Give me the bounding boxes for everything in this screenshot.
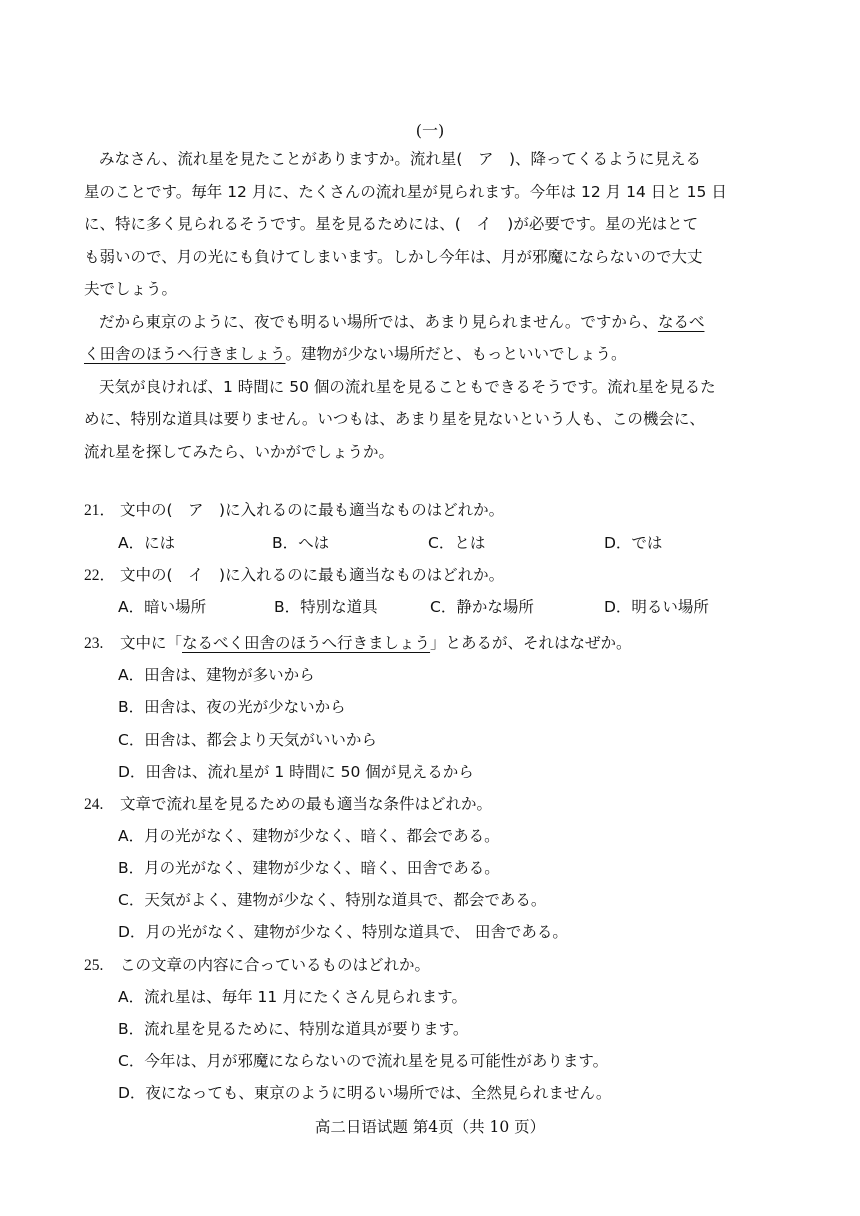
question-number: 25. [84,957,104,974]
page-footer: 高二日语试题 第4页（共 10 页） [314,1118,546,1136]
question-text: 文中の( イ )に入れるのに最も適当なものはどれか。 [120,566,505,584]
option-a[interactable]: A．暗い場所 [118,598,207,616]
option-c[interactable]: C．静かな場所 [430,598,534,616]
passage-line: 星のことです。毎年 12 月に、たくさんの流れ星が見られます。今年は 12 月 14 日と 15 日 [84,182,727,201]
passage-line: に、特に多く見られるそうです。星を見るためには、( イ )が必要です。星の光はとて [84,215,699,233]
option-a[interactable]: A．田舎は、建物が多いから [118,666,315,684]
underlined-phrase: なるべく田舎のほうへ行きましょう [182,634,431,652]
question-23 [84,631,632,655]
question-text: 文章で流れ星を見るための最も適当な条件はどれか。 [120,795,493,813]
question-text: 」とあるが、それはなぜか。 [430,634,632,652]
option-a[interactable]: A．には [118,534,176,552]
question-number: 22． [84,567,116,584]
question-number: 23. [84,635,104,652]
option-b[interactable]: B．月の光がなく、建物が少なく、暗く、田舎である。 [118,859,500,877]
question-text: 文中の( ア )に入れるのに最も適当なものはどれか。 [120,501,505,519]
option-d[interactable]: D．明るい場所 [604,598,709,616]
option-a[interactable]: A．月の光がなく、建物が少なく、暗く、都会である。 [118,827,500,845]
passage-line: 夫でしょう。 [84,280,178,298]
passage-line: みなさん、流れ星を見たことがありますか。流れ星( ア )、降ってくるように見える [99,150,702,168]
option-c[interactable]: C．天気がよく、建物が少なく、特別な道具で、都会である。 [118,891,547,909]
question-25 [84,953,430,977]
option-b[interactable]: B．田舎は、夜の光が少ないから [118,698,346,716]
question-number: 24. [84,796,104,813]
passage-text: 。建物が少ない場所だと、もっといいでしょう。 [285,345,627,363]
underlined-phrase: なるべ [657,312,705,331]
option-b[interactable]: B．特別な道具 [274,598,378,616]
option-b[interactable]: B．へは [272,534,330,552]
question-22 [84,563,504,587]
question-number: 21． [84,502,116,519]
reading-passage [84,143,780,468]
option-d[interactable]: D．田舎は、流れ星が 1 時間に 50 個が見えるから [118,763,474,781]
option-d[interactable]: D．では [604,534,663,552]
option-c[interactable]: C．田舎は、都会より天気がいいから [118,731,377,749]
passage-line: 流れ星を探してみたら、いかがでしょうか。 [84,442,395,461]
question-21 [84,498,504,522]
passage-line: も弱いので、月の光にも負けてしまいます。しかし今年は、月が邪魔にならないので大丈 [84,247,703,266]
passage-line: めに、特別な道具は要りません。いつもは、あまり星を見ないという人も、この機会に、 [84,410,705,428]
underlined-phrase: く田舎のほうへ行きましょう [84,345,286,363]
option-b[interactable]: B．流れ星を見るために、特別な道具が要ります。 [118,1020,469,1038]
option-d[interactable]: D．月の光がなく、建物が少なく、特別な道具で、 田舎である。 [118,923,568,941]
passage-line [84,306,780,339]
question-24 [84,792,492,816]
option-c[interactable]: C．今年は、月が邪魔にならないので流れ星を見る可能性があります。 [118,1052,609,1070]
option-d[interactable]: D．夜になっても、東京のように明るい場所では、全然見られません。 [118,1084,612,1102]
question-text: この文章の内容に合っているものはどれか。 [120,956,431,974]
passage-line: 天気が良ければ、1 時間に 50 個の流れ星を見ることもできるそうです。流れ星を見るた [99,377,716,396]
question-text: 文中に「 [120,634,183,652]
passage-text: だから東京のように、夜でも明るい場所では、あまり見られません。ですから、 [99,312,658,331]
section-mark: (一) [415,121,445,140]
option-a[interactable]: A．流れ星は、毎年 11 月にたくさん見られます。 [118,988,467,1006]
option-c[interactable]: C．とは [428,534,486,552]
passage-line [84,338,780,371]
